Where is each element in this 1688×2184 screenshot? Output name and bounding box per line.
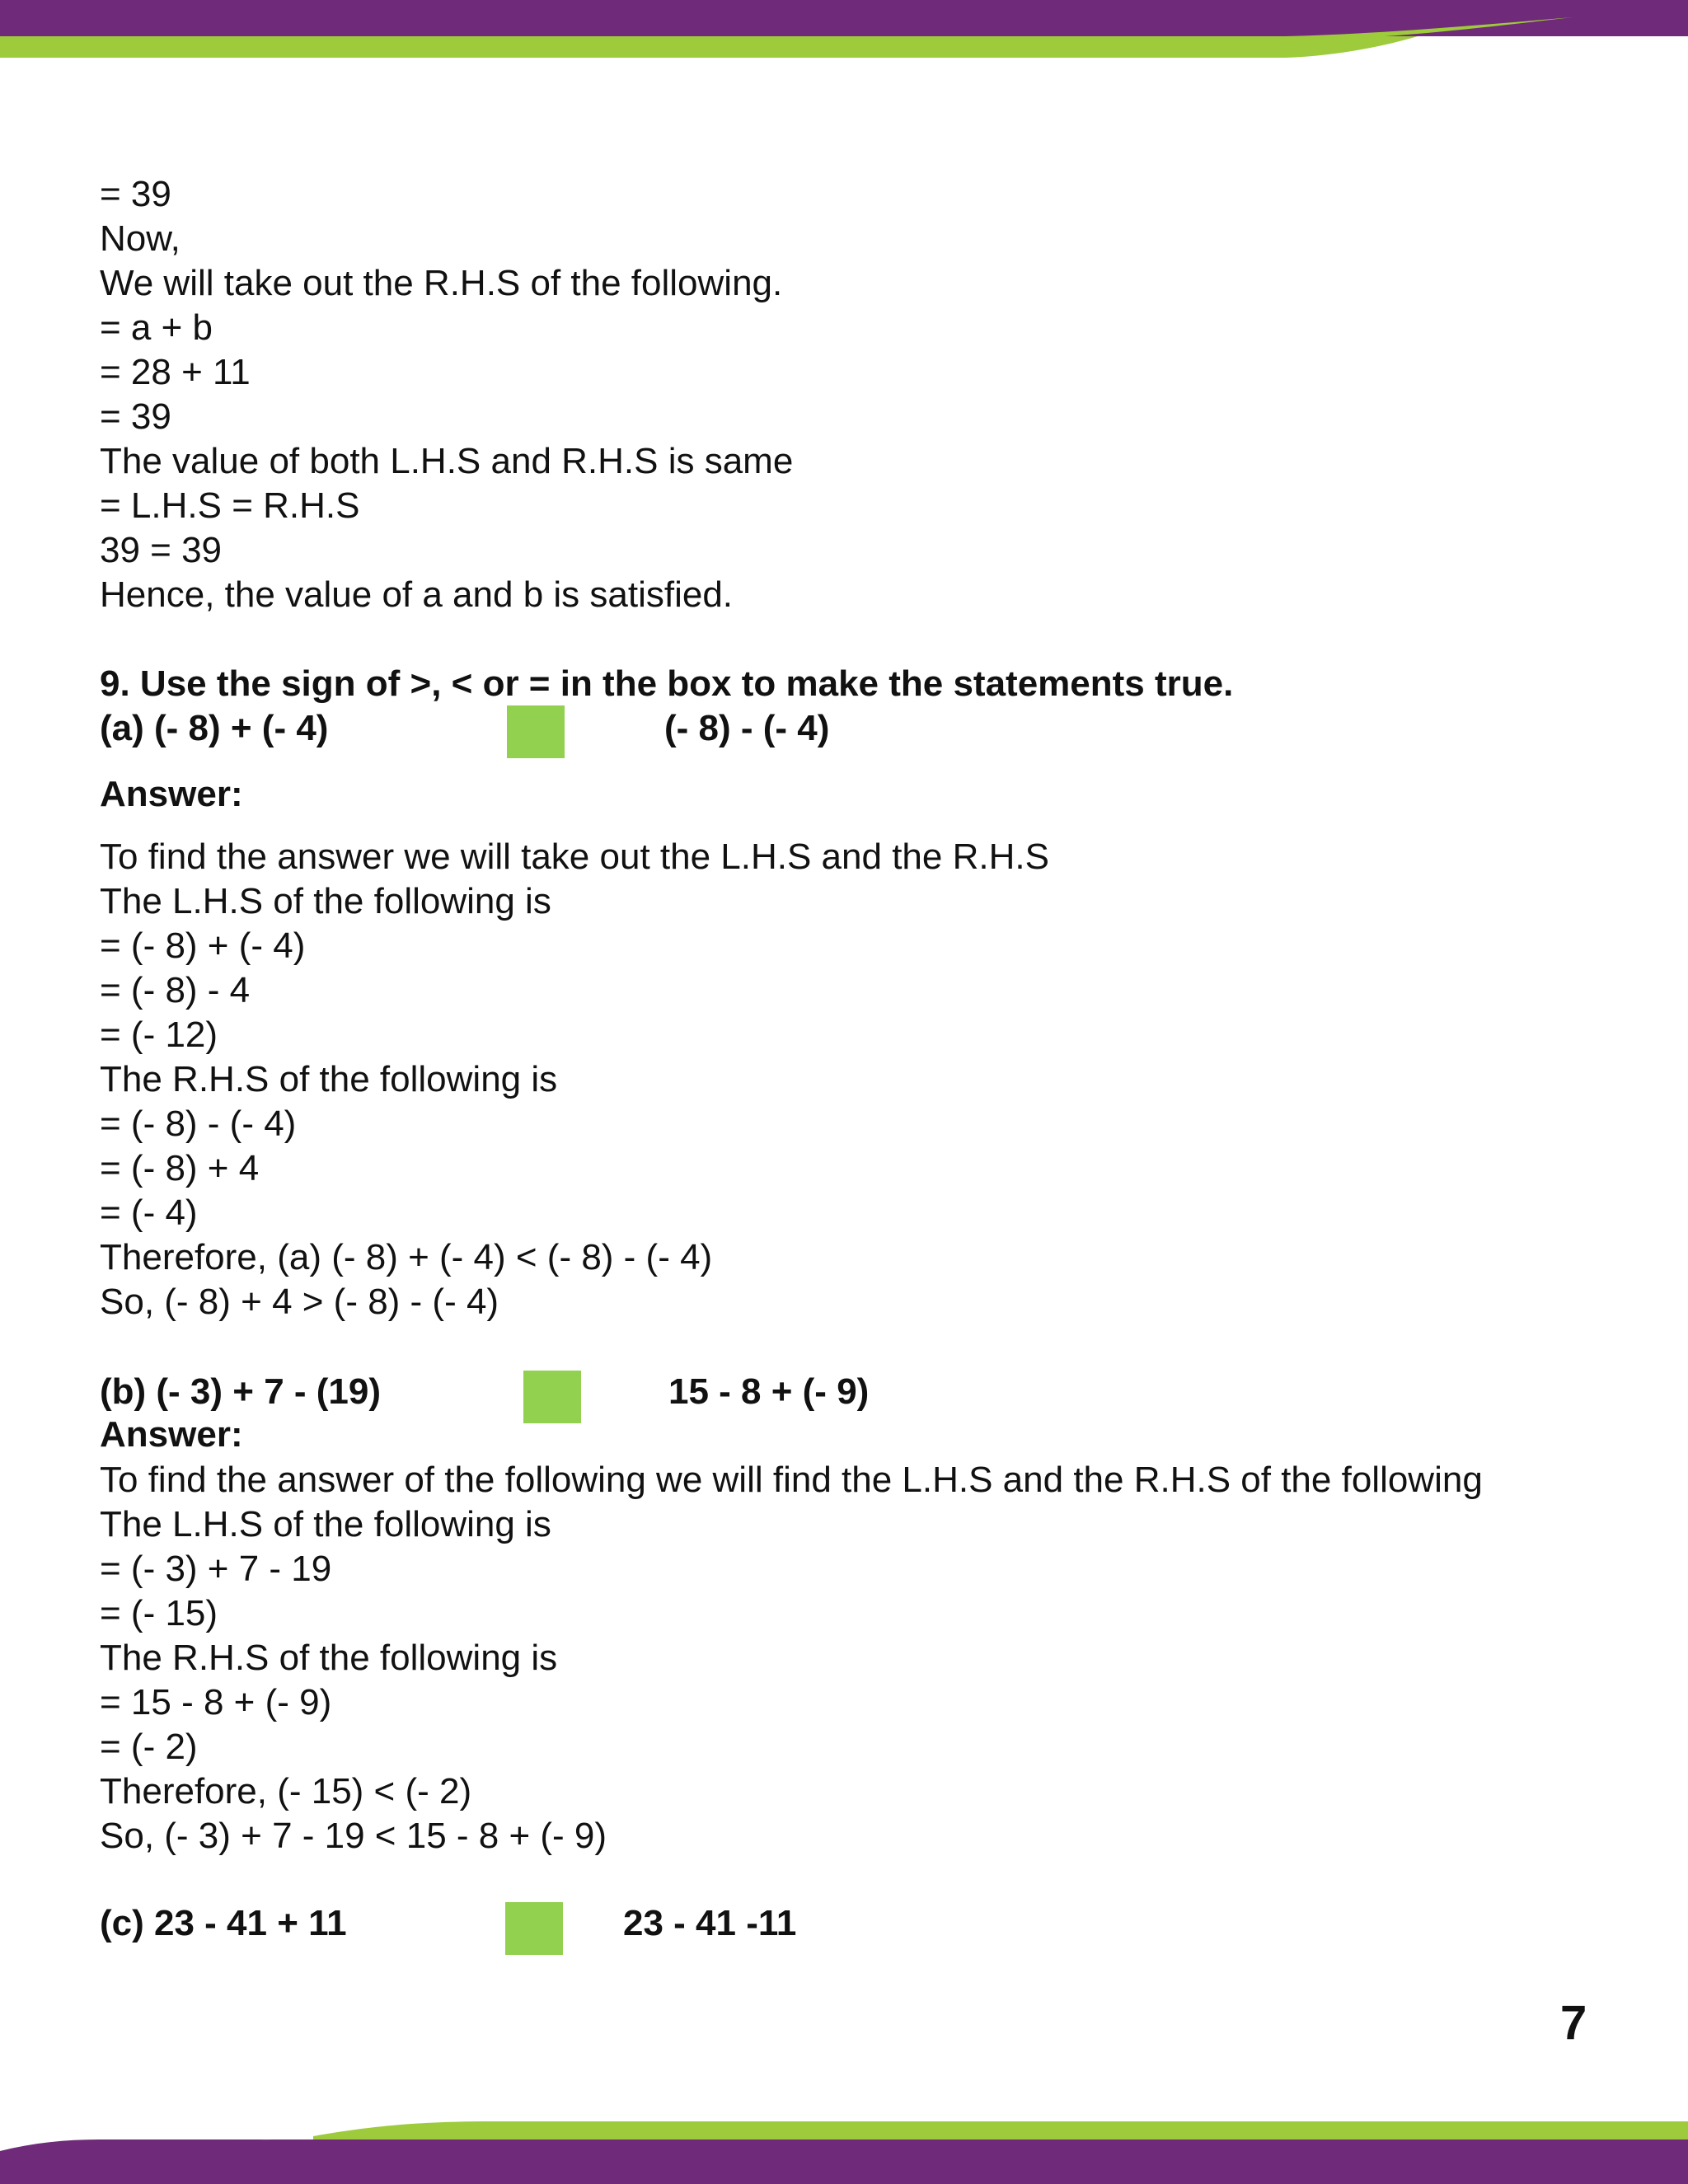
text-line: We will take out the R.H.S of the following.: [100, 263, 783, 303]
question-b-lhs: (b) (- 3) + 7 - (19): [100, 1371, 382, 1412]
answer-label-a: Answer:: [100, 774, 243, 814]
text-line: The L.H.S of the following is: [100, 881, 551, 921]
text-line: Now,: [100, 218, 181, 259]
text-line: = (- 12): [100, 1015, 218, 1055]
text-line: = (- 15): [100, 1593, 218, 1633]
text-line: To find the answer we will take out the L.H.S and the R.H.S: [100, 837, 1049, 877]
text-line: = (- 3) + 7 - 19: [100, 1549, 332, 1589]
text-line: Hence, the value of a and b is satisfied.: [100, 574, 734, 615]
text-line: = 15 - 8 + (- 9): [100, 1682, 332, 1722]
answer-box-a: [507, 705, 565, 758]
question-c-rhs: 23 - 41 -11: [623, 1903, 797, 1943]
header-decoration: [0, 0, 1688, 62]
answer-label-b: Answer:: [100, 1414, 243, 1455]
text-line: Therefore, (- 15) < (- 2): [100, 1771, 472, 1811]
text-line: = L.H.S = R.H.S: [100, 485, 360, 526]
text-line: = (- 8) - (- 4): [100, 1104, 297, 1144]
text-line: So, (- 8) + 4 > (- 8) - (- 4): [100, 1282, 499, 1322]
text-line: The value of both L.H.S and R.H.S is same: [100, 441, 794, 481]
text-line: = (- 8) + 4: [100, 1148, 260, 1188]
text-line: = 39: [100, 174, 171, 214]
footer-decoration: [0, 2118, 1688, 2184]
question-heading: 9. Use the sign of >, < or = in the box to make the statements true.: [100, 663, 1234, 704]
question-a-rhs: (- 8) - (- 4): [664, 708, 830, 748]
text-line: = a + b: [100, 307, 213, 348]
answer-box-b: [523, 1371, 581, 1423]
text-line: Therefore, (a) (- 8) + (- 4) < (- 8) - (- 4): [100, 1237, 713, 1277]
question-b-rhs: 15 - 8 + (- 9): [668, 1371, 870, 1412]
text-line: = (- 4): [100, 1193, 198, 1233]
text-line: The L.H.S of the following is: [100, 1504, 551, 1544]
question-c-lhs: (c) 23 - 41 + 11: [100, 1903, 347, 1943]
page-number: 7: [1560, 1996, 1587, 2050]
text-line: The R.H.S of the following is: [100, 1059, 558, 1099]
text-line: To find the answer of the following we will find the L.H.S and the R.H.S of the following: [100, 1460, 1483, 1500]
text-line: 39 = 39: [100, 530, 223, 570]
text-line: = 28 + 11: [100, 352, 251, 392]
text-line: So, (- 3) + 7 - 19 < 15 - 8 + (- 9): [100, 1816, 607, 1856]
text-line: = 39: [100, 396, 171, 437]
text-line: = (- 8) + (- 4): [100, 926, 306, 966]
question-a-lhs: (a) (- 8) + (- 4): [100, 708, 329, 748]
text-line: = (- 8) - 4: [100, 970, 251, 1010]
text-line: = (- 2): [100, 1727, 198, 1767]
answer-box-c: [505, 1902, 563, 1955]
text-line: The R.H.S of the following is: [100, 1638, 558, 1678]
